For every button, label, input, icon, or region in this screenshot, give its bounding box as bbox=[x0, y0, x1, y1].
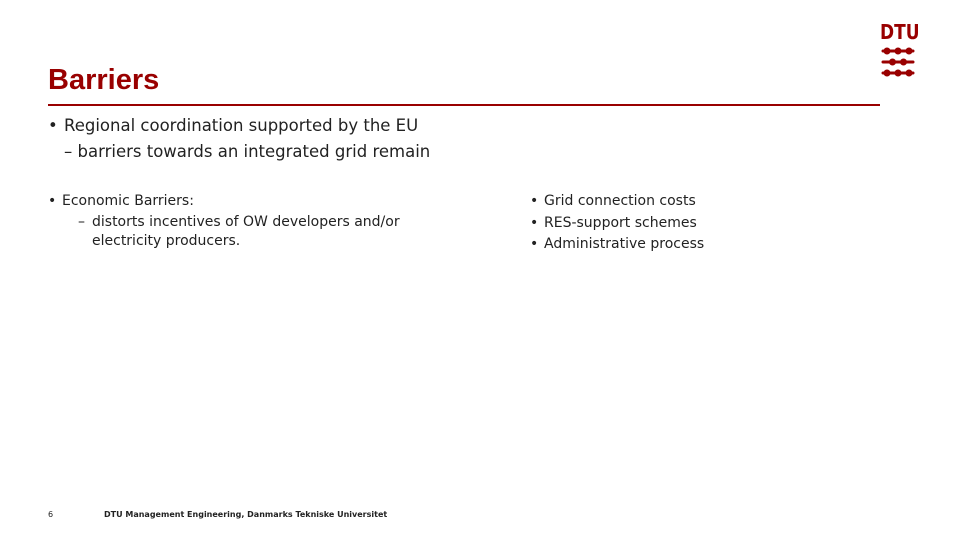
bullet-marker: • bbox=[48, 116, 58, 135]
bullet-marker: • bbox=[530, 214, 539, 231]
main-bullet-text: Regional coordination supported by the EU bbox=[64, 116, 419, 135]
list-item bbox=[530, 214, 860, 236]
main-bullet bbox=[48, 115, 418, 137]
dtu-logo-text: DTU bbox=[880, 20, 920, 44]
bullet-marker: • bbox=[530, 193, 539, 209]
dash-marker: – bbox=[78, 214, 85, 230]
list-item bbox=[530, 192, 860, 214]
left-bullet bbox=[48, 192, 468, 211]
main-sub-bullet bbox=[64, 141, 430, 163]
dtu-logo-emblem-icon bbox=[880, 46, 916, 78]
title-divider bbox=[48, 104, 880, 106]
dash-marker: – bbox=[64, 142, 73, 161]
slide-title: Barriers bbox=[48, 64, 160, 96]
main-sub-bullet-text: barriers towards an integrated grid remain bbox=[77, 142, 431, 161]
left-sub-bullet bbox=[78, 213, 438, 251]
footer-text: DTU Management Engineering, Danmarks Tekniske Universitet bbox=[104, 510, 388, 519]
page-number: 6 bbox=[48, 510, 54, 519]
dtu-logo bbox=[880, 20, 920, 80]
list-item-text: RES-support schemes bbox=[544, 214, 697, 231]
list-item bbox=[530, 235, 860, 257]
left-sub-bullet-text: distorts incentives of OW developers and/or electricity producers. bbox=[92, 214, 400, 249]
bullet-marker: • bbox=[530, 236, 539, 252]
right-column bbox=[530, 192, 860, 257]
left-column bbox=[48, 192, 468, 251]
list-item-text: Grid connection costs bbox=[544, 193, 696, 209]
left-bullet-text: Economic Barriers: bbox=[62, 193, 194, 209]
list-item-text: Administrative process bbox=[544, 236, 705, 252]
bullet-marker: • bbox=[48, 193, 57, 209]
